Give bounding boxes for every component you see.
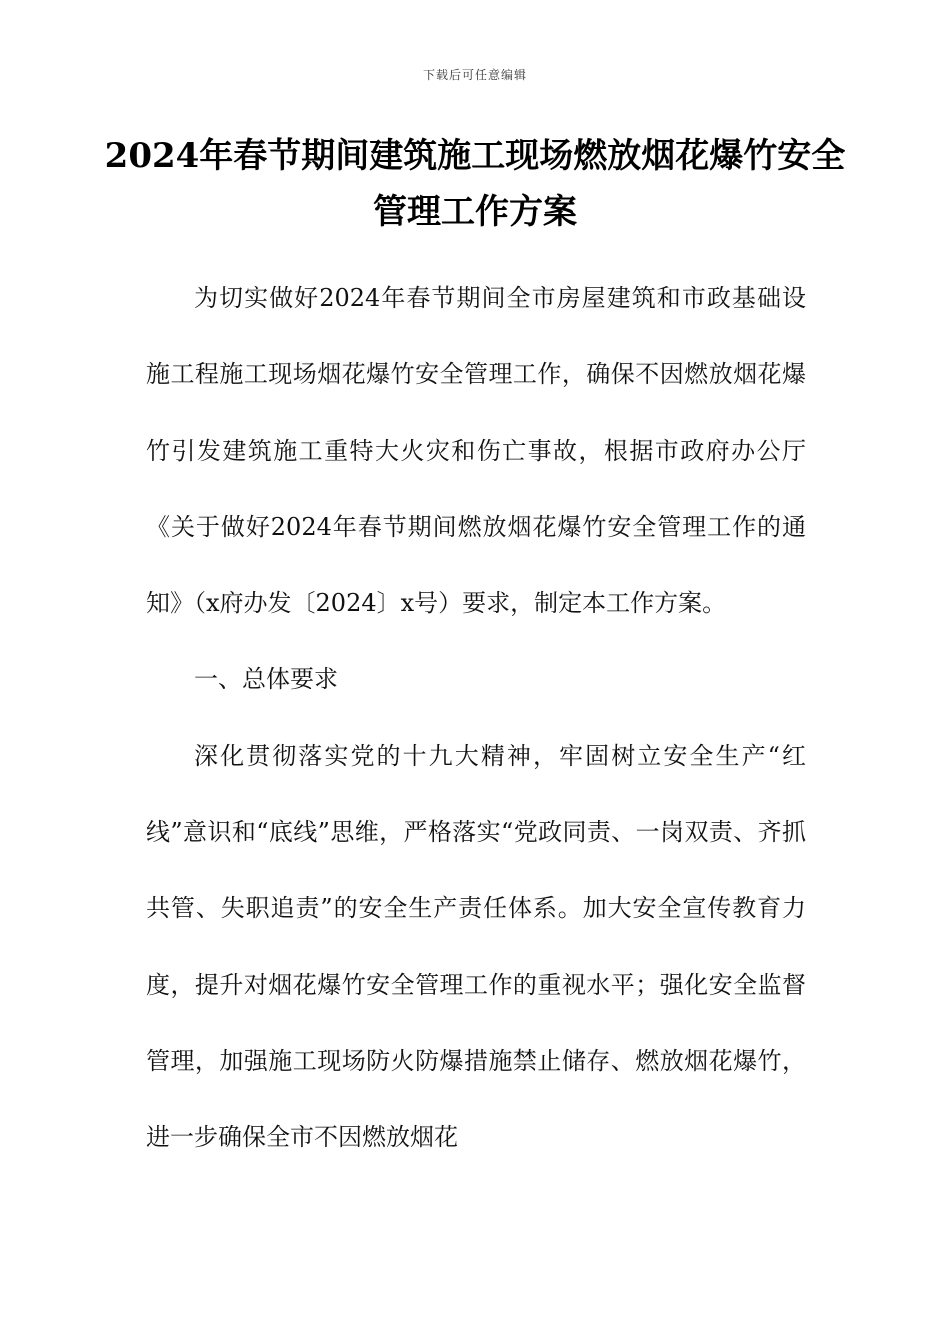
paragraph-intro: 为切实做好2024年春节期间全市房屋建筑和市政基础设施工程施工现场烟花爆竹安全管理工作，确保不因燃放烟花爆竹引发建筑施工重特大火灾和伤亡事故，根据市政府办公厅《关于做好2024年春节期间燃放烟花爆竹安全管理工作的通知》（x府办发〔2024〕x号）要求，制定本工作方案。	[146, 284, 806, 618]
paragraph-general-requirements: 深化贯彻落实党的十九大精神，牢固树立安全生产“红线”意识和“底线”思维，严格落实“党政同责、一岗双责、齐抓共管、失职追责”的安全生产责任体系。加大安全宣传教育力度，提升对烟花爆竹安全管理工作的重视水平；强化安全监督管理，加强施工现场防火防爆措施禁止储存、燃放烟花爆竹，进一步确保全市不因燃放烟花	[146, 741, 806, 1152]
document-title: 2024年春节期间建筑施工现场燃放烟花爆竹安全管理工作方案	[104, 136, 846, 232]
document-body	[146, 260, 806, 1176]
header-note: 下载后可任意编辑	[422, 68, 527, 82]
section-heading-general-requirements: 一、总体要求	[194, 665, 338, 694]
